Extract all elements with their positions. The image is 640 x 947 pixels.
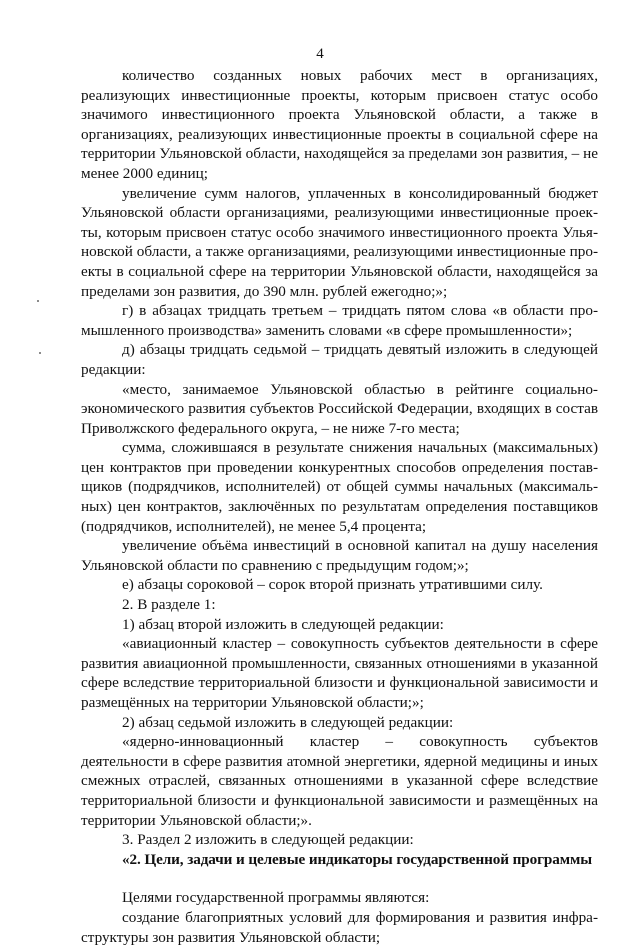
paragraph: «ядерно-инновационный кластер – совокупность субъектов деятельности в сфере развития атомной энергетики, ядерной медицины и иных смежных отраслей, связанных отношениями в указанной сфере вследствие территориальной близости и функциональной зависимости и размещённых на территории Ульяновской области;». — [81, 733, 598, 829]
paragraph: 2. В разделе 1: — [122, 596, 216, 614]
paragraph: е) абзацы сороковой – сорок второй признать утратившими силу. — [122, 576, 543, 594]
page-number: 4 — [316, 46, 324, 62]
paragraph: 2) абзац седьмой изложить в следующей редакции: — [122, 713, 454, 731]
paragraph: «авиационный кластер – совокупность субъектов деятельности в сфере развития авиационной промышленности, связанных отношениями в указанной сфере вследствие территориальной близости и функциональной зависимости и размещённых на территории Ульяновской области;»; — [81, 635, 598, 711]
paragraph: создание благоприятных условий для формирования и развития инфраструктуры зон развития Ульяновской области; — [81, 908, 598, 946]
heading-spacer — [81, 869, 598, 888]
paragraph: увеличение сумм налогов, уплаченных в консолидированный бюджет Ульяновской области организациями, реализующими инвестиционные проекты, которым присвоен статус особо значимого инвестиционного проекта Ульяновской области, а также организациями, реализующими инвестиционные проекты в социальной сфере на территории Ульяновской области, находящейся за пределами зон развития, до 390 млн. рублей ежегодно;»; — [81, 184, 598, 300]
section-heading: «2. Цели, задачи и целевые индикаторы государственной программы — [122, 850, 592, 868]
paragraph: «место, занимаемое Ульяновской областью в рейтинге социально-экономического развития субъектов Российской Федерации, входящих в состав Приволжского федерального округа, – не ниже 7-го места; — [81, 380, 598, 437]
paragraph: количество созданных новых рабочих мест в организациях, реализующих инвестиционные проекты, которым присвоен статус особо значимого инвестиционного проекта Ульяновской области, а также в организациях, реализующих инвестиционные проекты в социальной сфере на территории Ульяновской области, находящейся за пределами зон развития, – не менее 2000 единиц; — [81, 67, 598, 182]
paragraph: 1) абзац второй изложить в следующей редакции: — [122, 615, 444, 633]
paragraph: д) абзацы тридцать седьмой – тридцать девятый изложить в следующей редакции: — [81, 341, 598, 378]
scan-speck — [39, 352, 41, 354]
paragraph: Целями государственной программы являются: — [122, 889, 430, 907]
paragraph: увеличение объёма инвестиций в основной капитал на душу населения Ульяновской области по сравнению с предыдущим годом;»; — [81, 537, 598, 574]
paragraph: 3. Раздел 2 изложить в следующей редакции: — [122, 831, 414, 849]
document-body — [81, 66, 598, 947]
scan-speck — [37, 300, 39, 302]
paragraph: сумма, сложившаяся в результате снижения начальных (максимальных) цен контрактов при проведении конкурентных способов определения поставщиков (подрядчиков, исполнителей) от общей суммы начальных (максимальных) цен контрактов, заключённых по результатам определения поставщиков (подрядчиков, исполнителей), не менее 5,4 процента; — [81, 439, 598, 535]
paragraph: г) в абзацах тридцать третьем – тридцать пятом слова «в области промышленного производства» заменить словами «в сфере промышленности»; — [81, 302, 598, 339]
